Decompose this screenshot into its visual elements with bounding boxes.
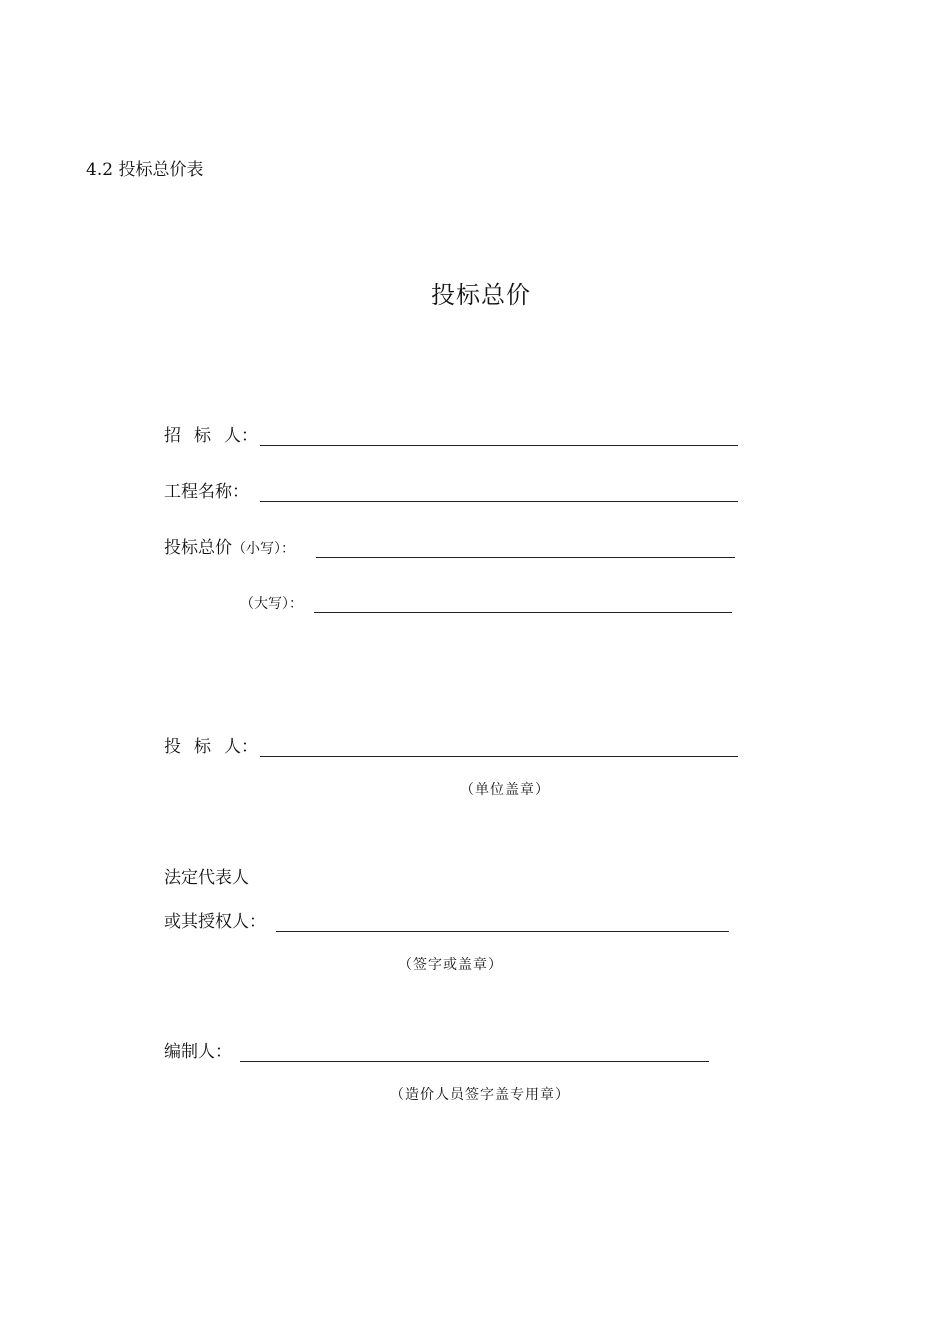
legal-rep-label-line2: 或其授权人： <box>164 912 266 932</box>
bidder-fill-line[interactable] <box>260 756 738 757</box>
total-price-upper-fill-line[interactable] <box>314 612 732 613</box>
project-name-label: 工程名称： <box>164 482 249 502</box>
document-title: 投标总价 <box>431 281 531 309</box>
bidder-label-char-3: 人 <box>224 737 241 757</box>
tenderee-label-colon: ： <box>241 426 258 446</box>
tenderee-label-char-2: 标 <box>194 426 211 446</box>
uppercase-hint: （大写）： <box>240 596 303 612</box>
tenderee-label <box>164 424 258 448</box>
bidder-label <box>164 735 258 759</box>
total-price-label: 投标总价 <box>164 538 232 558</box>
lowercase-hint: （小写）： <box>232 541 295 557</box>
legal-rep-signature-note: （签字或盖章） <box>398 957 503 973</box>
tenderee-fill-line[interactable] <box>260 445 738 446</box>
tenderee-label-char-3: 人 <box>224 426 241 446</box>
legal-rep-label-line1: 法定代表人 <box>164 868 249 888</box>
bidder-seal-note: （单位盖章） <box>460 782 550 798</box>
preparer-fill-line[interactable] <box>240 1061 709 1062</box>
total-price-lower-label <box>164 536 295 560</box>
project-name-fill-line[interactable] <box>260 501 738 502</box>
section-heading: 4.2 投标总价表 <box>86 160 204 180</box>
legal-rep-fill-line[interactable] <box>276 931 729 932</box>
total-price-lower-fill-line[interactable] <box>316 557 735 558</box>
preparer-seal-note: （造价人员签字盖专用章） <box>390 1087 570 1103</box>
tenderee-label-char-1: 招 <box>164 426 181 446</box>
bidder-label-colon: ： <box>241 737 258 757</box>
bidder-label-char-1: 投 <box>164 737 181 757</box>
preparer-label: 编制人： <box>164 1042 232 1062</box>
bidder-label-char-2: 标 <box>194 737 211 757</box>
